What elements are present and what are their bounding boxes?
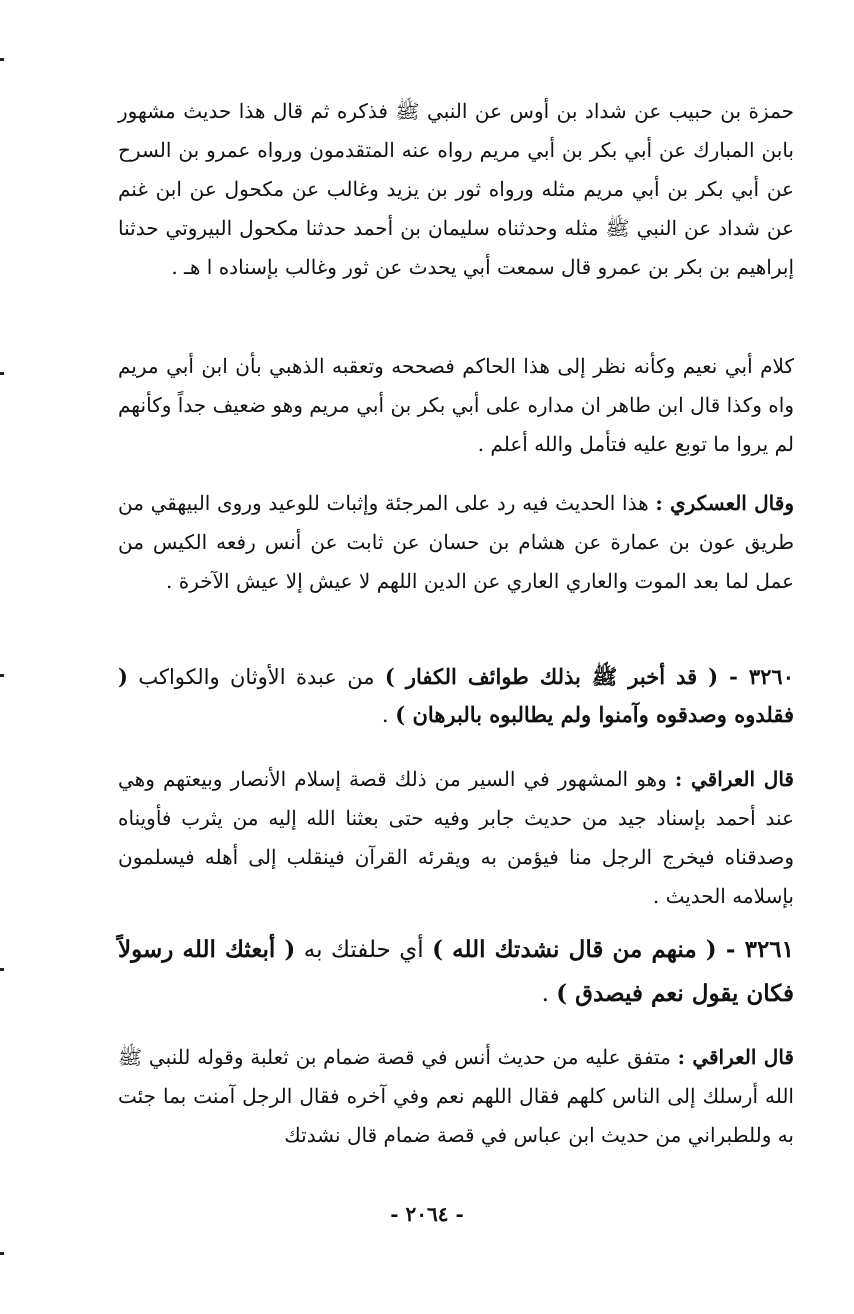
paragraph-iraqi-comment-2 [118,1038,794,1155]
entry-3260 [118,658,794,734]
paragraph-text: كلام أبي نعيم وكأنه نظر إلى هذا الحاكم فصححه وتعقبه الذهبي بأن ابن أبي مريم واه وكذا قال ابن طاهر ان مداره على أبي بكر بن أبي مريم وهو ضعيف جداً وكأنهم لم يروا ما توبع عليه فتأمل والله أعلم . [118,354,794,456]
scan-edge-mark [0,968,4,971]
paragraph-text: هذا الحديث فيه رد على المرجئة وإثبات للوعيد وروى البيهقي من طريق عون بن عمارة عن هشام بن حسان عن ثابت عن أنس رفعه الكيس من عمل لما بعد الموت والعاري العاري عن الدين اللهم لا عيش إلا عيش الآخرة . [118,491,794,593]
paragraph-askari-comment [118,484,794,601]
speaker-label: قال العراقي : [674,767,794,791]
speaker-label: وقال العسكري : [655,491,794,515]
paragraph-text: حمزة بن حبيب عن شداد بن أوس عن النبي ﷺ فذكره ثم قال هذا حديث مشهور بابن المبارك عن أبي بكر بن أبي مريم رواه عنه المتقدمون ورواه عمرو بن السرح عن أبي بكر بن أبي مريم مثله ورواه ثور بن يزيد وغالب عن مكحول عن ابن غنم عن شداد عن النبي ﷺ مثله وحدثناه سليمان بن أحمد حدثنا مكحول البيروتي حدثنا إبراهيم بن بكر بن عمرو قال سمعت أبي يحدث عن ثور وغالب بإسناده ا هـ . [118,99,794,279]
paragraph-text: وهو المشهور في السير من ذلك قصة إسلام الأنصار وبيعتهم وهي عند أحمد بإسناد جيد من حديث جابر وفيه حتى بعثنا الله إليه من يثرب فأويناه وصدقناه فيخرج الرجل منا فيؤمن به ويقرئه القرآن فينقلب إلى أهله فيسلمون بإسلامه الحديث . [118,767,794,908]
entry-main-text: ( فقلدوه وصدقوه وآمنوا ولم يطالبوه بالبرهان ) [118,664,794,727]
scan-edge-mark [0,372,4,375]
paragraph-text: متفق عليه من حديث أنس في قصة ضمام بن ثعلبة وقوله للنبي ﷺ الله أرسلك إلى الناس كلهم فقال اللهم نعم وفي آخره فقال الرجل آمنت بما جئت به وللطبراني من حديث ابن عباس في قصة ضمام قال نشدتك [118,1045,794,1147]
entry-number: ٣٢٦٠ - [718,664,794,689]
scan-edge-mark [0,1252,4,1255]
scan-edge-mark [0,58,4,61]
entry-3261 [118,928,794,1016]
entry-main-text: ( قد أخبر ﷺ بذلك طوائف الكفار ) [384,664,719,689]
speaker-label: قال العراقي : [677,1045,794,1069]
scan-edge-mark [0,674,4,677]
entry-tail: . [541,981,557,1007]
entry-main-text: ( منهم من قال نشدتك الله ) [432,936,717,963]
page-number: - ٢٠٦٤ - [390,1202,464,1226]
entry-main-text: ( أبعثك الله رسولاً فكان يقول نعم فيصدق ) [118,936,794,1007]
paragraph-iraqi-comment-1 [118,760,794,916]
entry-commentary: من عبدة الأوثان والكواكب [127,665,385,689]
paragraph-abu-nuaym-comment [118,347,794,464]
entry-number: ٣٢٦١ - [716,936,795,963]
entry-commentary: أي حلفتك به [295,937,433,963]
entry-tail: . [381,703,396,727]
paragraph-hadith-chain [118,92,794,287]
